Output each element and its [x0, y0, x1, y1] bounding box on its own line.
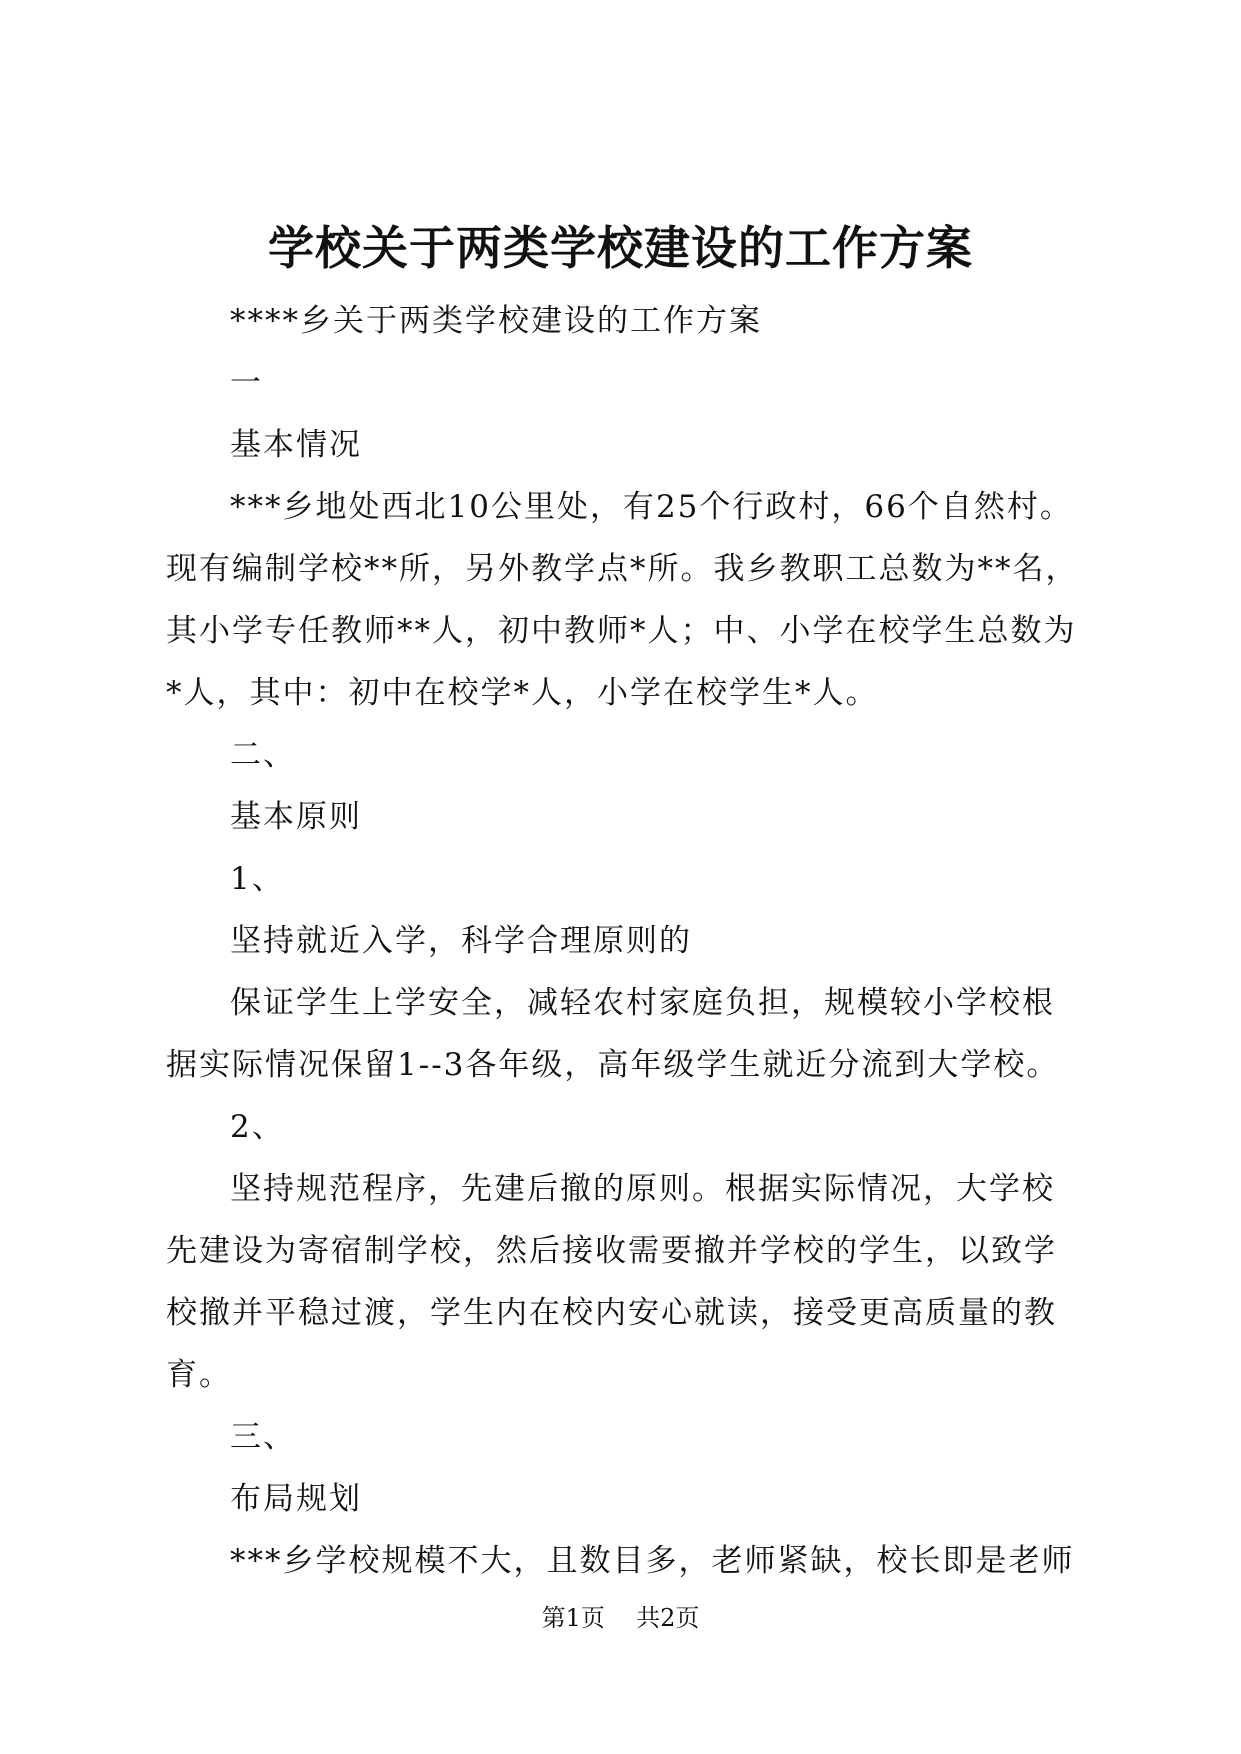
paragraph-basic-situation: ***乡地处西北10公里处，有25个行政村，66个自然村。现有编制学校**所，另外教学点*所。我乡教职工总数为**名，其小学专任教师**人，初中教师*人；中、小学在校学生总数为*人，其中：初中在校学*人，小学在校学生*人。 — [166, 489, 1079, 711]
page-total-label: 共2页 — [636, 1604, 700, 1632]
section-number-2: 二、 — [230, 737, 296, 773]
item-heading-1: 坚持就近入学，科学合理原则的 — [230, 923, 692, 959]
section-heading-layout-plan: 布局规划 — [230, 1481, 362, 1517]
page-footer — [0, 1602, 1241, 1634]
page-number-label: 第1页 — [541, 1604, 605, 1632]
section-heading-basic-situation: 基本情况 — [230, 427, 362, 463]
item-number-2: 2、 — [230, 1109, 285, 1145]
section-heading-basic-principles: 基本原则 — [230, 799, 362, 835]
paragraph-layout-plan: ***乡学校规模不大，且数目多，老师紧缺，校长即是老师 — [230, 1543, 1075, 1579]
paragraph-subtitle: ****乡关于两类学校建设的工作方案 — [230, 303, 762, 339]
document-body — [166, 290, 1086, 1592]
section-number-1: 一 — [230, 365, 263, 401]
paragraph-item-1: 保证学生上学安全，减轻农村家庭负担，规模较小学校根据实际情况保留1--3各年级，高年级学生就近分流到大学校。 — [166, 985, 1060, 1083]
item-number-1: 1、 — [230, 861, 285, 897]
section-number-3: 三、 — [230, 1419, 296, 1455]
paragraph-item-2: 坚持规范程序，先建后撤的原则。根据实际情况，大学校先建设为寄宿制学校，然后接收需要撤并学校的学生，以致学校撤并平稳过渡，学生内在校内安心就读，接受更高质量的教育。 — [166, 1171, 1057, 1393]
document-title: 学校关于两类学校建设的工作方案 — [268, 221, 973, 275]
